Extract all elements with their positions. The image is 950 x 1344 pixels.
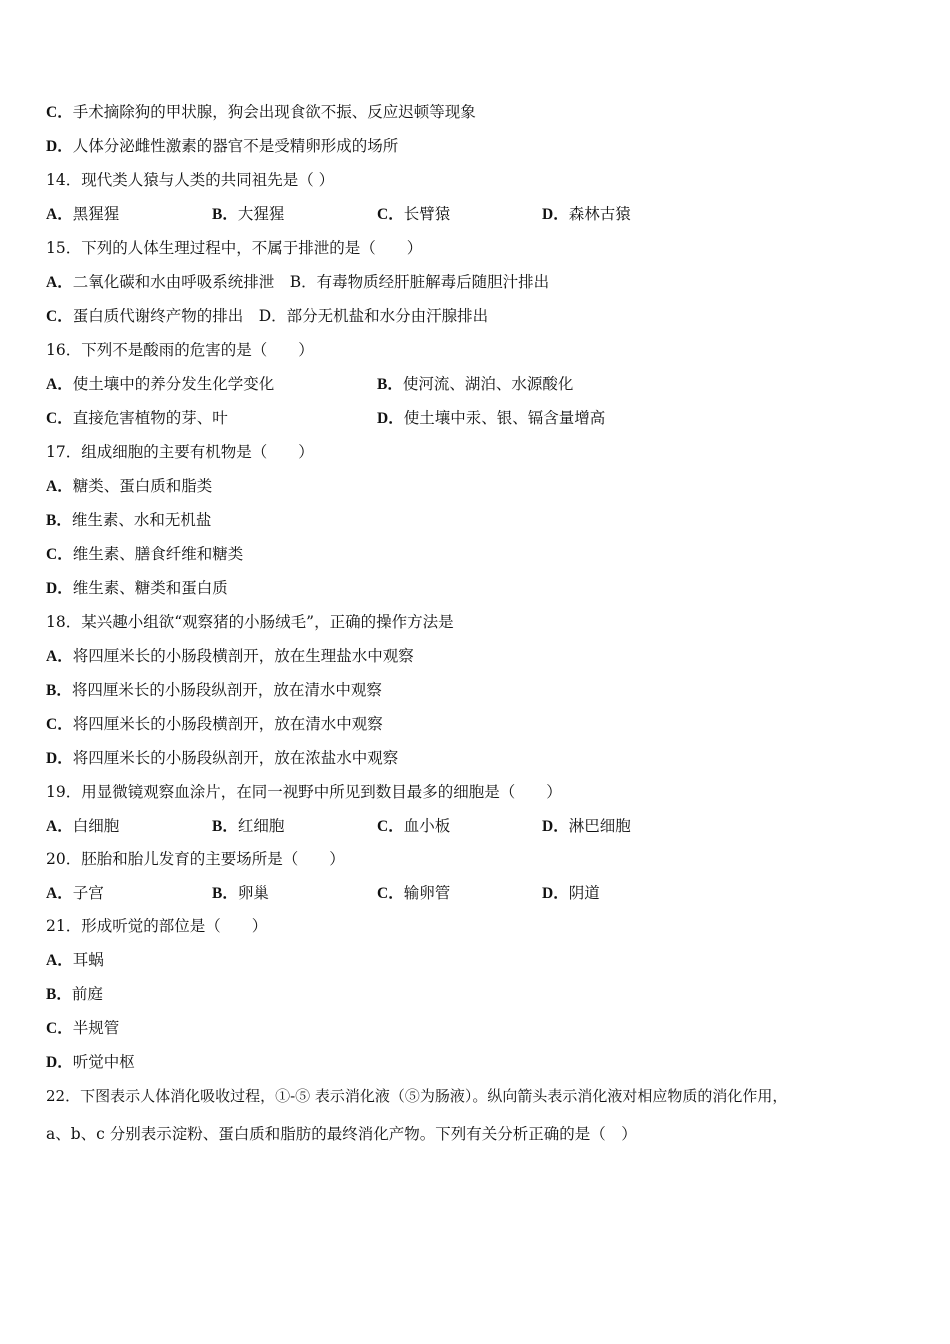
option-label: A． [46,274,73,291]
question-18: 18．某兴趣小组欲“观察猪的小肠绒毛”，正确的操作方法是 [46,613,454,631]
question-14: 14．现代类人猿与人类的共同祖先是（ ） [46,171,335,189]
q18-option-a [46,646,414,667]
option-text: 人体分泌雌性激素的器官不是受精卵形成的场所 [72,137,399,155]
option-text: 维生素、水和无机盐 [71,511,212,529]
q19-option-a [46,816,119,837]
q14-option-c [377,204,450,225]
q16-option-a [46,374,274,395]
question-16: 16．下列不是酸雨的危害的是（ ） [46,341,314,359]
question-21: 21．形成听觉的部位是（ ） [46,917,268,935]
q14-option-a [46,204,119,225]
q15-options-cd [46,306,488,327]
option-text: 子宫 [72,884,104,902]
option-label: C． [46,716,73,733]
option-text: 糖类、蛋白质和脂类 [72,477,213,495]
question-22-line-1: 22．下图表示人体消化吸收过程，①-⑤ 表示消化液（⑤为肠液）。纵向箭头表示消化液对相应物质的消化作用， [46,1087,788,1105]
option-label: A． [46,885,73,902]
option-label: B． [212,206,238,223]
option-label: D． [46,750,73,767]
option-text: 维生素、膳食纤维和糖类 [72,545,244,563]
option-text: 将四厘米长的小肠段纵剖开，放在浓盐水中观察 [72,749,399,767]
option-label: D． [46,580,73,597]
q16-option-c [46,408,228,429]
option-label: B． [46,512,72,529]
question-19: 19．用显微镜观察血涂片，在同一视野中所见到数目最多的细胞是（ ） [46,783,562,801]
q21-option-d [46,1052,135,1073]
q14-option-d [542,204,631,225]
question-15: 15．下列的人体生理过程中，不属于排泄的是（ ） [46,239,423,257]
option-label: C． [46,1020,73,1037]
option-text: 血小板 [403,817,451,835]
q17-option-a [46,476,212,497]
option-text: 手术摘除狗的甲状腺，狗会出现食欲不振、反应迟顿等现象 [72,103,476,121]
option-text: 红细胞 [237,817,285,835]
option-label: D． [46,138,73,155]
option-text: 卵巢 [237,884,269,902]
q20-option-b [212,883,269,904]
option-text: 输卵管 [403,884,451,902]
option-label: D． [46,1054,73,1071]
option-label: D． [377,410,404,427]
option-label: C． [46,410,73,427]
option-text: 大猩猩 [237,205,285,223]
option-text: 使河流、湖泊、水源酸化 [402,375,574,393]
question-17: 17．组成细胞的主要有机物是（ ） [46,443,314,461]
option-label: B． [46,986,72,1003]
option-label: C． [377,206,404,223]
option-label: A． [46,376,73,393]
q21-option-b [46,984,103,1005]
q16-option-b [377,374,573,395]
q20-option-d [542,883,600,904]
q19-option-c [377,816,450,837]
q14-option-b [212,204,284,225]
option-label: C． [46,546,73,563]
q17-option-d [46,578,228,599]
option-label: A． [46,648,73,665]
option-text: 直接危害植物的芽、叶 [72,409,228,427]
option-label: D． [542,818,569,835]
q19-option-d [542,816,631,837]
option-text: 黑猩猩 [72,205,120,223]
option-label: C． [377,818,404,835]
option-text: 阴道 [568,884,600,902]
option-text: 使土壤中的养分发生化学变化 [72,375,275,393]
question-20: 20．胚胎和胎儿发育的主要场所是（ ） [46,850,345,868]
q17-option-c [46,544,243,565]
q15-options-ab [46,272,549,293]
q20-option-c [377,883,450,904]
q16-option-d [377,408,605,429]
option-text: 将四厘米长的小肠段横剖开，放在清水中观察 [72,715,383,733]
q13-option-c [46,102,476,123]
option-text: 半规管 [72,1019,120,1037]
q21-option-a [46,950,104,971]
option-text: 长臂猿 [403,205,451,223]
option-label: B． [212,885,238,902]
q21-option-c [46,1018,119,1039]
option-text: 二氧化碳和水由呼吸系统排泄 B．有毒物质经肝脏解毒后随胆汁排出 [72,273,550,291]
option-text: 使土壤中汞、银、镉含量增高 [403,409,606,427]
option-label: C． [46,308,73,325]
option-text: 蛋白质代谢终产物的排出 D．部分无机盐和水分由汗腺排出 [72,307,489,325]
q17-option-b [46,510,211,531]
option-label: C． [46,104,73,121]
question-22-line-2: a、b、c 分别表示淀粉、蛋白质和脂肪的最终消化产物。下列有关分析正确的是（ ） [46,1125,637,1143]
q18-option-d [46,748,398,769]
option-label: A． [46,952,73,969]
option-label: B． [212,818,238,835]
option-text: 将四厘米长的小肠段纵剖开，放在清水中观察 [71,681,382,699]
option-text: 前庭 [71,985,103,1003]
q13-option-d [46,136,398,157]
option-label: A． [46,478,73,495]
option-text: 听觉中枢 [72,1053,135,1071]
option-text: 森林古猿 [568,205,631,223]
option-text: 将四厘米长的小肠段横剖开，放在生理盐水中观察 [72,647,414,665]
option-text: 淋巴细胞 [568,817,631,835]
q20-option-a [46,883,104,904]
option-text: 维生素、糖类和蛋白质 [72,579,228,597]
option-label: D． [542,206,569,223]
option-text: 耳蜗 [72,951,104,969]
option-label: A． [46,206,73,223]
option-label: B． [46,682,72,699]
option-label: B． [377,376,403,393]
q19-option-b [212,816,284,837]
option-label: C． [377,885,404,902]
option-text: 白细胞 [72,817,120,835]
option-label: D． [542,885,569,902]
q18-option-b [46,680,382,701]
q18-option-c [46,714,383,735]
option-label: A． [46,818,73,835]
